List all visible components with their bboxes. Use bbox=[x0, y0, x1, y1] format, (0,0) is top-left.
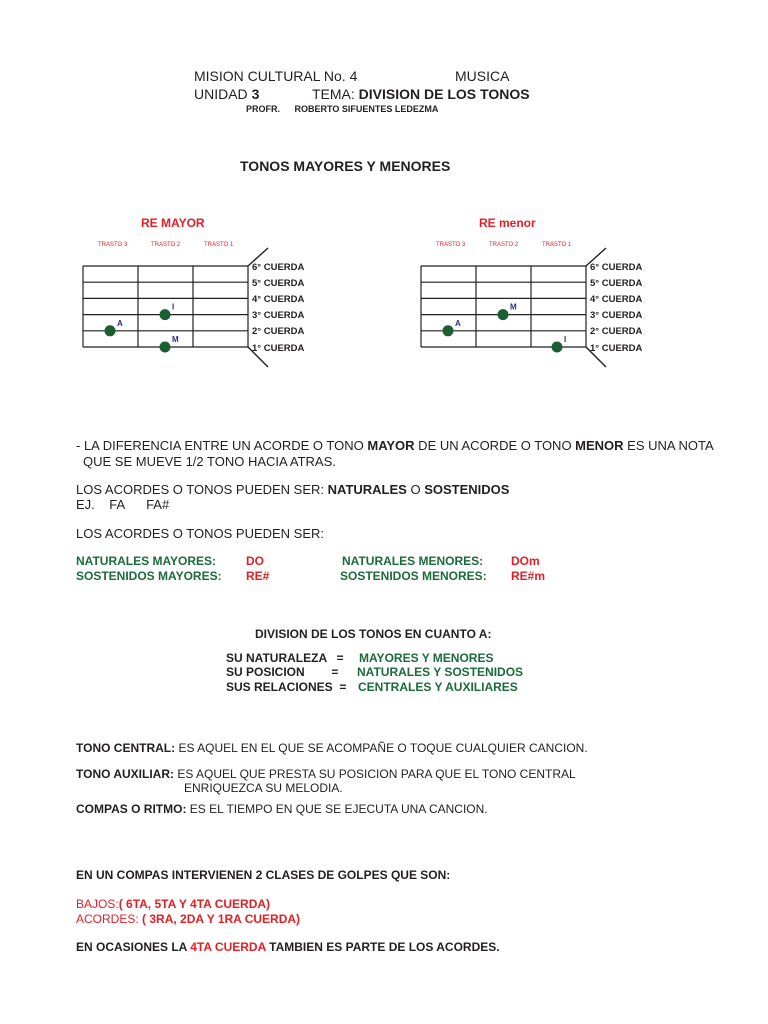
text: TAMBIEN ES PARTE DE LOS ACORDES. bbox=[265, 940, 500, 954]
cuerda-label: 2° CUERDA bbox=[252, 326, 305, 337]
diagram-title-re-mayor: RE MAYOR bbox=[141, 216, 205, 230]
cuerda-label: 2° CUERDA bbox=[590, 326, 643, 337]
finger-dot bbox=[160, 342, 171, 353]
profr-name: ROBERTO SIFUENTES LEDEZMA bbox=[294, 104, 439, 114]
finger-dot bbox=[443, 325, 454, 336]
finger-label: M bbox=[510, 302, 517, 312]
header-musica: MUSICA bbox=[455, 68, 510, 84]
text: DE UN ACORDE O TONO bbox=[414, 438, 576, 453]
division-value: CENTRALES Y AUXILIARES bbox=[358, 680, 518, 694]
trasto-label: TRASTO 2 bbox=[489, 242, 519, 248]
cuerda-label: 6° CUERDA bbox=[590, 262, 643, 273]
trasto-label: TRASTO 1 bbox=[542, 242, 572, 248]
cuerda-label: 4° CUERDA bbox=[590, 294, 643, 305]
naturales-menores-value: DOm bbox=[511, 554, 540, 568]
sostenidos-menores-value: RE#m bbox=[511, 569, 546, 583]
golpes-final bbox=[76, 940, 500, 954]
finger-label: A bbox=[455, 318, 461, 328]
cuerda-label: 1° CUERDA bbox=[590, 343, 643, 354]
division-value: NATURALES Y SOSTENIDOS bbox=[357, 665, 524, 679]
division-label: SU NATURALEZA = bbox=[226, 651, 344, 665]
term: COMPAS O RITMO: bbox=[76, 802, 187, 816]
term: TONO CENTRAL: bbox=[76, 741, 176, 755]
cuerda-label: 3° CUERDA bbox=[590, 310, 643, 321]
division-value: MAYORES Y MENORES bbox=[359, 651, 494, 665]
unidad-label: UNIDAD bbox=[194, 86, 252, 102]
fretboard bbox=[421, 240, 621, 375]
trasto-label: TRASTO 1 bbox=[204, 242, 234, 248]
text: ES UNA NOTA bbox=[623, 438, 714, 453]
tema-label: TEMA: bbox=[312, 86, 359, 102]
diagram-title-re-menor: RE menor bbox=[479, 216, 536, 230]
naturales-menores-label: NATURALES MENORES: bbox=[342, 554, 484, 568]
finger-label: I bbox=[564, 335, 567, 344]
sostenidos-mayores-label: SOSTENIDOS MAYORES: bbox=[76, 569, 222, 583]
finger-label: A bbox=[117, 318, 123, 328]
paragraph-diferencia bbox=[76, 438, 714, 453]
cuerda-label: 5° CUERDA bbox=[252, 278, 305, 289]
finger-dot bbox=[552, 342, 563, 353]
paragraph-naturales-sostenidos bbox=[76, 482, 509, 497]
definition-compas bbox=[76, 802, 488, 816]
naturales-mayores-label: NATURALES MAYORES: bbox=[76, 554, 217, 568]
header-tema bbox=[312, 86, 530, 102]
text-sostenidos: SOSTENIDOS bbox=[424, 482, 510, 497]
finger-label: I bbox=[172, 302, 175, 312]
definition-tono-auxiliar-line2: ENRIQUEZCA SU MELODIA. bbox=[184, 781, 343, 795]
finger-dot bbox=[105, 325, 116, 336]
division-label: SUS RELACIONES = bbox=[226, 680, 347, 694]
profr-label: PROFR. bbox=[246, 104, 281, 114]
paragraph-pueden-ser: LOS ACORDES O TONOS PUEDEN SER: bbox=[76, 526, 325, 541]
trasto-label: TRASTO 3 bbox=[436, 242, 466, 248]
text: ES EL TIEMPO EN QUE SE EJECUTA UNA CANCION. bbox=[186, 802, 488, 816]
text: ES AQUEL QUE PRESTA SU POSICION PARA QUE EL TONO CENTRAL bbox=[174, 767, 576, 781]
cuerda-label: 3° CUERDA bbox=[252, 310, 305, 321]
cuerda-label: 5° CUERDA bbox=[590, 278, 643, 289]
definition-tono-auxiliar bbox=[76, 767, 576, 781]
sostenidos-menores-label: SOSTENIDOS MENORES: bbox=[340, 569, 487, 583]
header-mision: MISION CULTURAL No. 4 bbox=[194, 68, 358, 84]
text-menor: MENOR bbox=[575, 438, 624, 453]
finger-dot bbox=[160, 309, 171, 320]
header-unidad bbox=[194, 86, 259, 102]
term: ACORDES: bbox=[76, 912, 139, 926]
text-mayor: MAYOR bbox=[367, 438, 415, 453]
fretboard bbox=[83, 240, 283, 375]
cuerda-label: 6° CUERDA bbox=[252, 262, 305, 273]
paragraph-diferencia-line2: QUE SE MUEVE 1/2 TONO HACIA ATRAS. bbox=[83, 454, 336, 469]
term: TONO AUXILIAR: bbox=[76, 767, 174, 781]
text: O bbox=[406, 482, 425, 497]
header-profr bbox=[246, 104, 438, 114]
term: BAJOS: bbox=[76, 897, 119, 911]
division-title: DIVISION DE LOS TONOS EN CUANTO A: bbox=[255, 627, 492, 641]
chord-diagram-re-menor bbox=[421, 240, 661, 375]
text: ( 6TA, 5TA Y 4TA CUERDA) bbox=[118, 897, 271, 911]
text: ES AQUEL EN EL QUE SE ACOMPAÑE O TOQUE CUALQUIER CANCION. bbox=[175, 741, 588, 755]
finger-label: M bbox=[172, 335, 179, 344]
tema-value: DIVISION DE LOS TONOS bbox=[358, 86, 530, 102]
text: EN OCASIONES LA bbox=[76, 940, 191, 954]
sostenidos-mayores-value: RE# bbox=[246, 569, 270, 583]
finger-dot bbox=[498, 309, 509, 320]
cuerda-label: 4° CUERDA bbox=[252, 294, 305, 305]
text: ( 3RA, 2DA Y 1RA CUERDA) bbox=[138, 912, 301, 926]
text-4ta-cuerda: 4TA CUERDA bbox=[190, 940, 266, 954]
golpes-title: EN UN COMPAS INTERVIENEN 2 CLASES DE GOLPES QUE SON: bbox=[76, 868, 451, 882]
division-label: SU POSICION = bbox=[226, 665, 339, 679]
unidad-number: 3 bbox=[251, 86, 260, 102]
text: LOS ACORDES O TONOS PUEDEN SER: bbox=[76, 482, 328, 497]
trasto-label: TRASTO 2 bbox=[151, 242, 181, 248]
section-title: TONOS MAYORES Y MENORES bbox=[240, 158, 451, 174]
text-naturales: NATURALES bbox=[327, 482, 407, 497]
trasto-label: TRASTO 3 bbox=[98, 242, 128, 248]
golpes-bajos bbox=[76, 897, 270, 911]
naturales-mayores-value: DO bbox=[246, 554, 264, 568]
chord-diagram-re-mayor bbox=[83, 240, 323, 375]
definition-tono-central bbox=[76, 741, 588, 755]
cuerda-label: 1° CUERDA bbox=[252, 343, 305, 354]
text: - LA DIFERENCIA ENTRE UN ACORDE O TONO bbox=[76, 438, 368, 453]
example-line: EJ. FA FA# bbox=[76, 497, 170, 512]
golpes-acordes bbox=[76, 912, 300, 926]
